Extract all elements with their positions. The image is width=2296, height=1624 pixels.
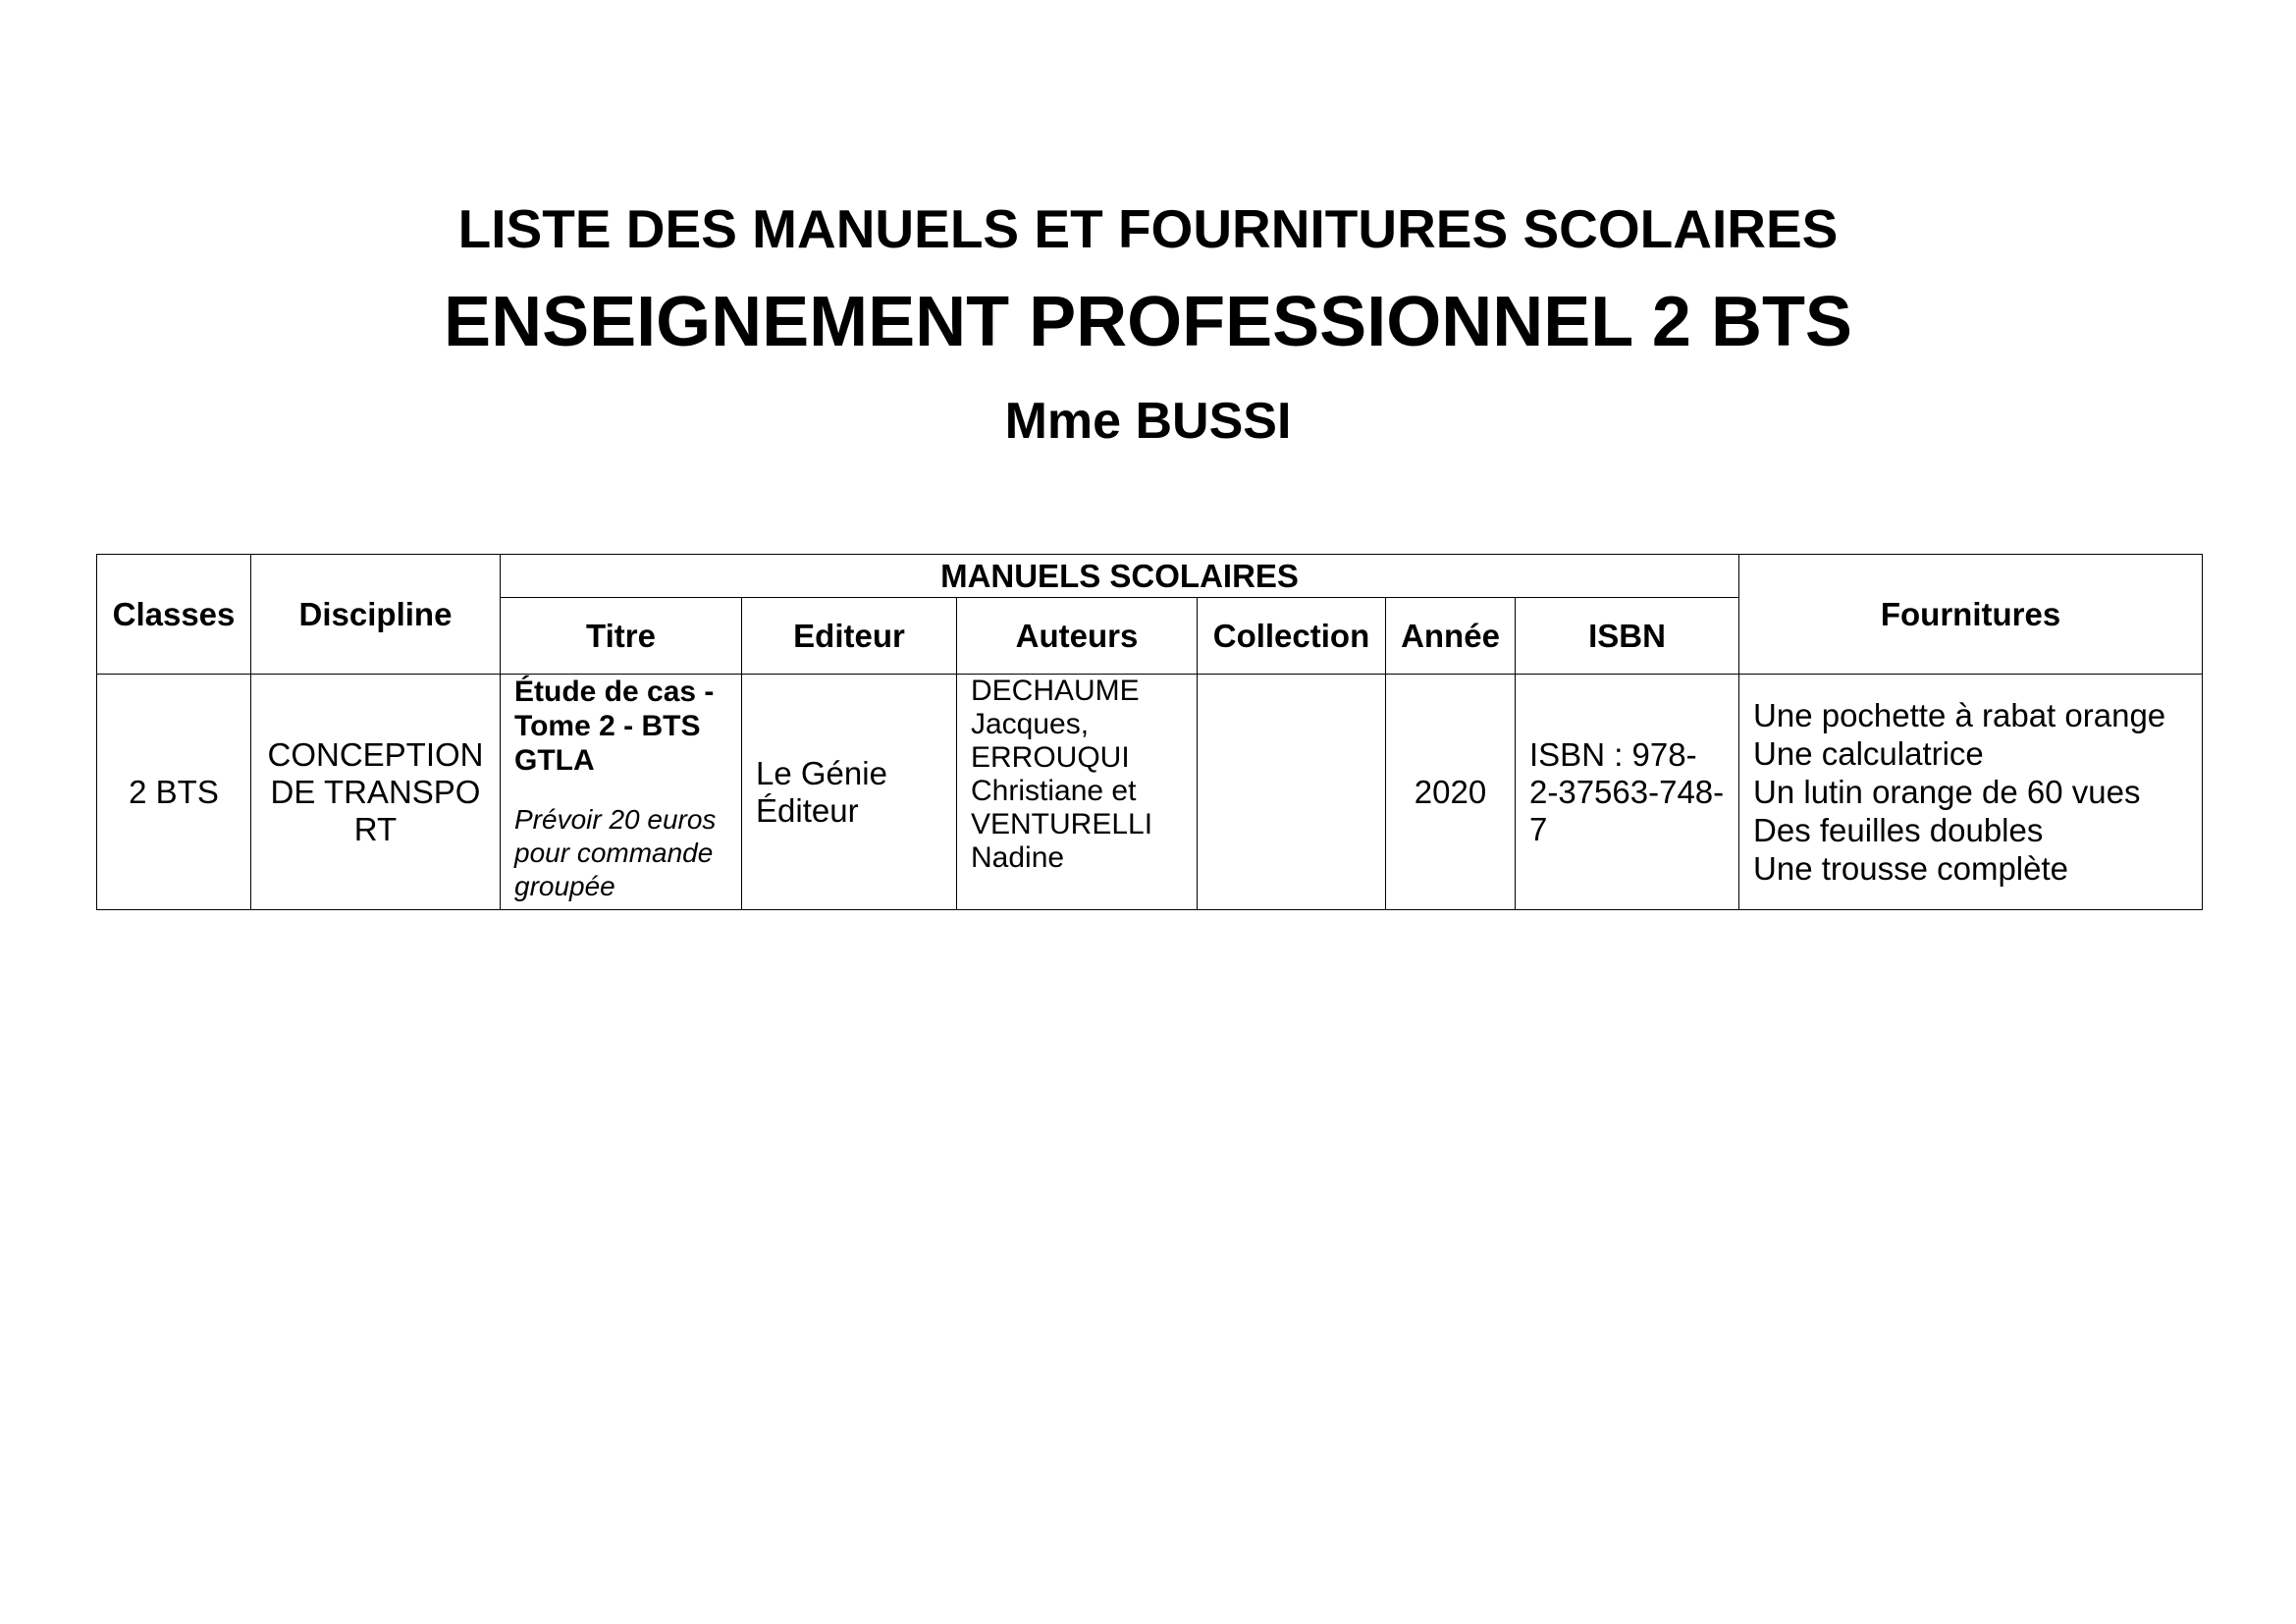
document-title: LISTE DES MANUELS ET FOURNITURES SCOLAIRES [457,198,1839,259]
list-item: Une pochette à rabat orange [1753,697,2166,733]
cell-editeur: Le Génie Éditeur [742,675,957,910]
header-titre: Titre [501,598,742,675]
cell-annee: 2020 [1386,675,1516,910]
supplies-table [96,554,2203,910]
header-editeur: Editeur [742,598,957,675]
book-order-note: Prévoir 20 euros pour commande groupée [514,804,717,901]
list-item: Un lutin orange de 60 vues [1753,774,2141,810]
cell-isbn: ISBN : 978-2-37563-748-7 [1516,675,1739,910]
document-subtitle: ENSEIGNEMENT PROFESSIONNEL 2 BTS [444,283,1852,361]
header-classes: Classes [97,555,251,675]
list-item: Une calculatrice [1753,735,1984,772]
header-collection: Collection [1198,598,1386,675]
table-header-row [97,555,2203,598]
cell-auteurs [957,675,1198,910]
document-header [0,187,2296,469]
list-item: Des feuilles doubles [1753,812,2044,848]
header-isbn: ISBN [1516,598,1739,675]
list-item: Une trousse complète [1753,850,2069,887]
cell-titre [501,675,742,910]
cell-collection [1198,675,1386,910]
teacher-name: Mme BUSSI [1004,393,1292,450]
cell-classe: 2 BTS [97,675,251,910]
cell-discipline: CONCEPTION DE TRANSPORT [251,675,501,910]
header-fournitures: Fournitures [1739,555,2203,675]
header-discipline: Discipline [251,555,501,675]
header-annee: Année [1386,598,1516,675]
cell-fournitures [1739,675,2203,910]
header-auteurs: Auteurs [957,598,1198,675]
book-title: Étude de cas - Tome 2 - BTS GTLA [514,676,715,777]
book-authors: DECHAUME Jacques, ERROUQUI Christiane et VENTURELLI Nadine [971,675,1153,874]
table-row [97,675,2203,910]
header-manuels-scolaires: MANUELS SCOLAIRES [501,555,1739,598]
